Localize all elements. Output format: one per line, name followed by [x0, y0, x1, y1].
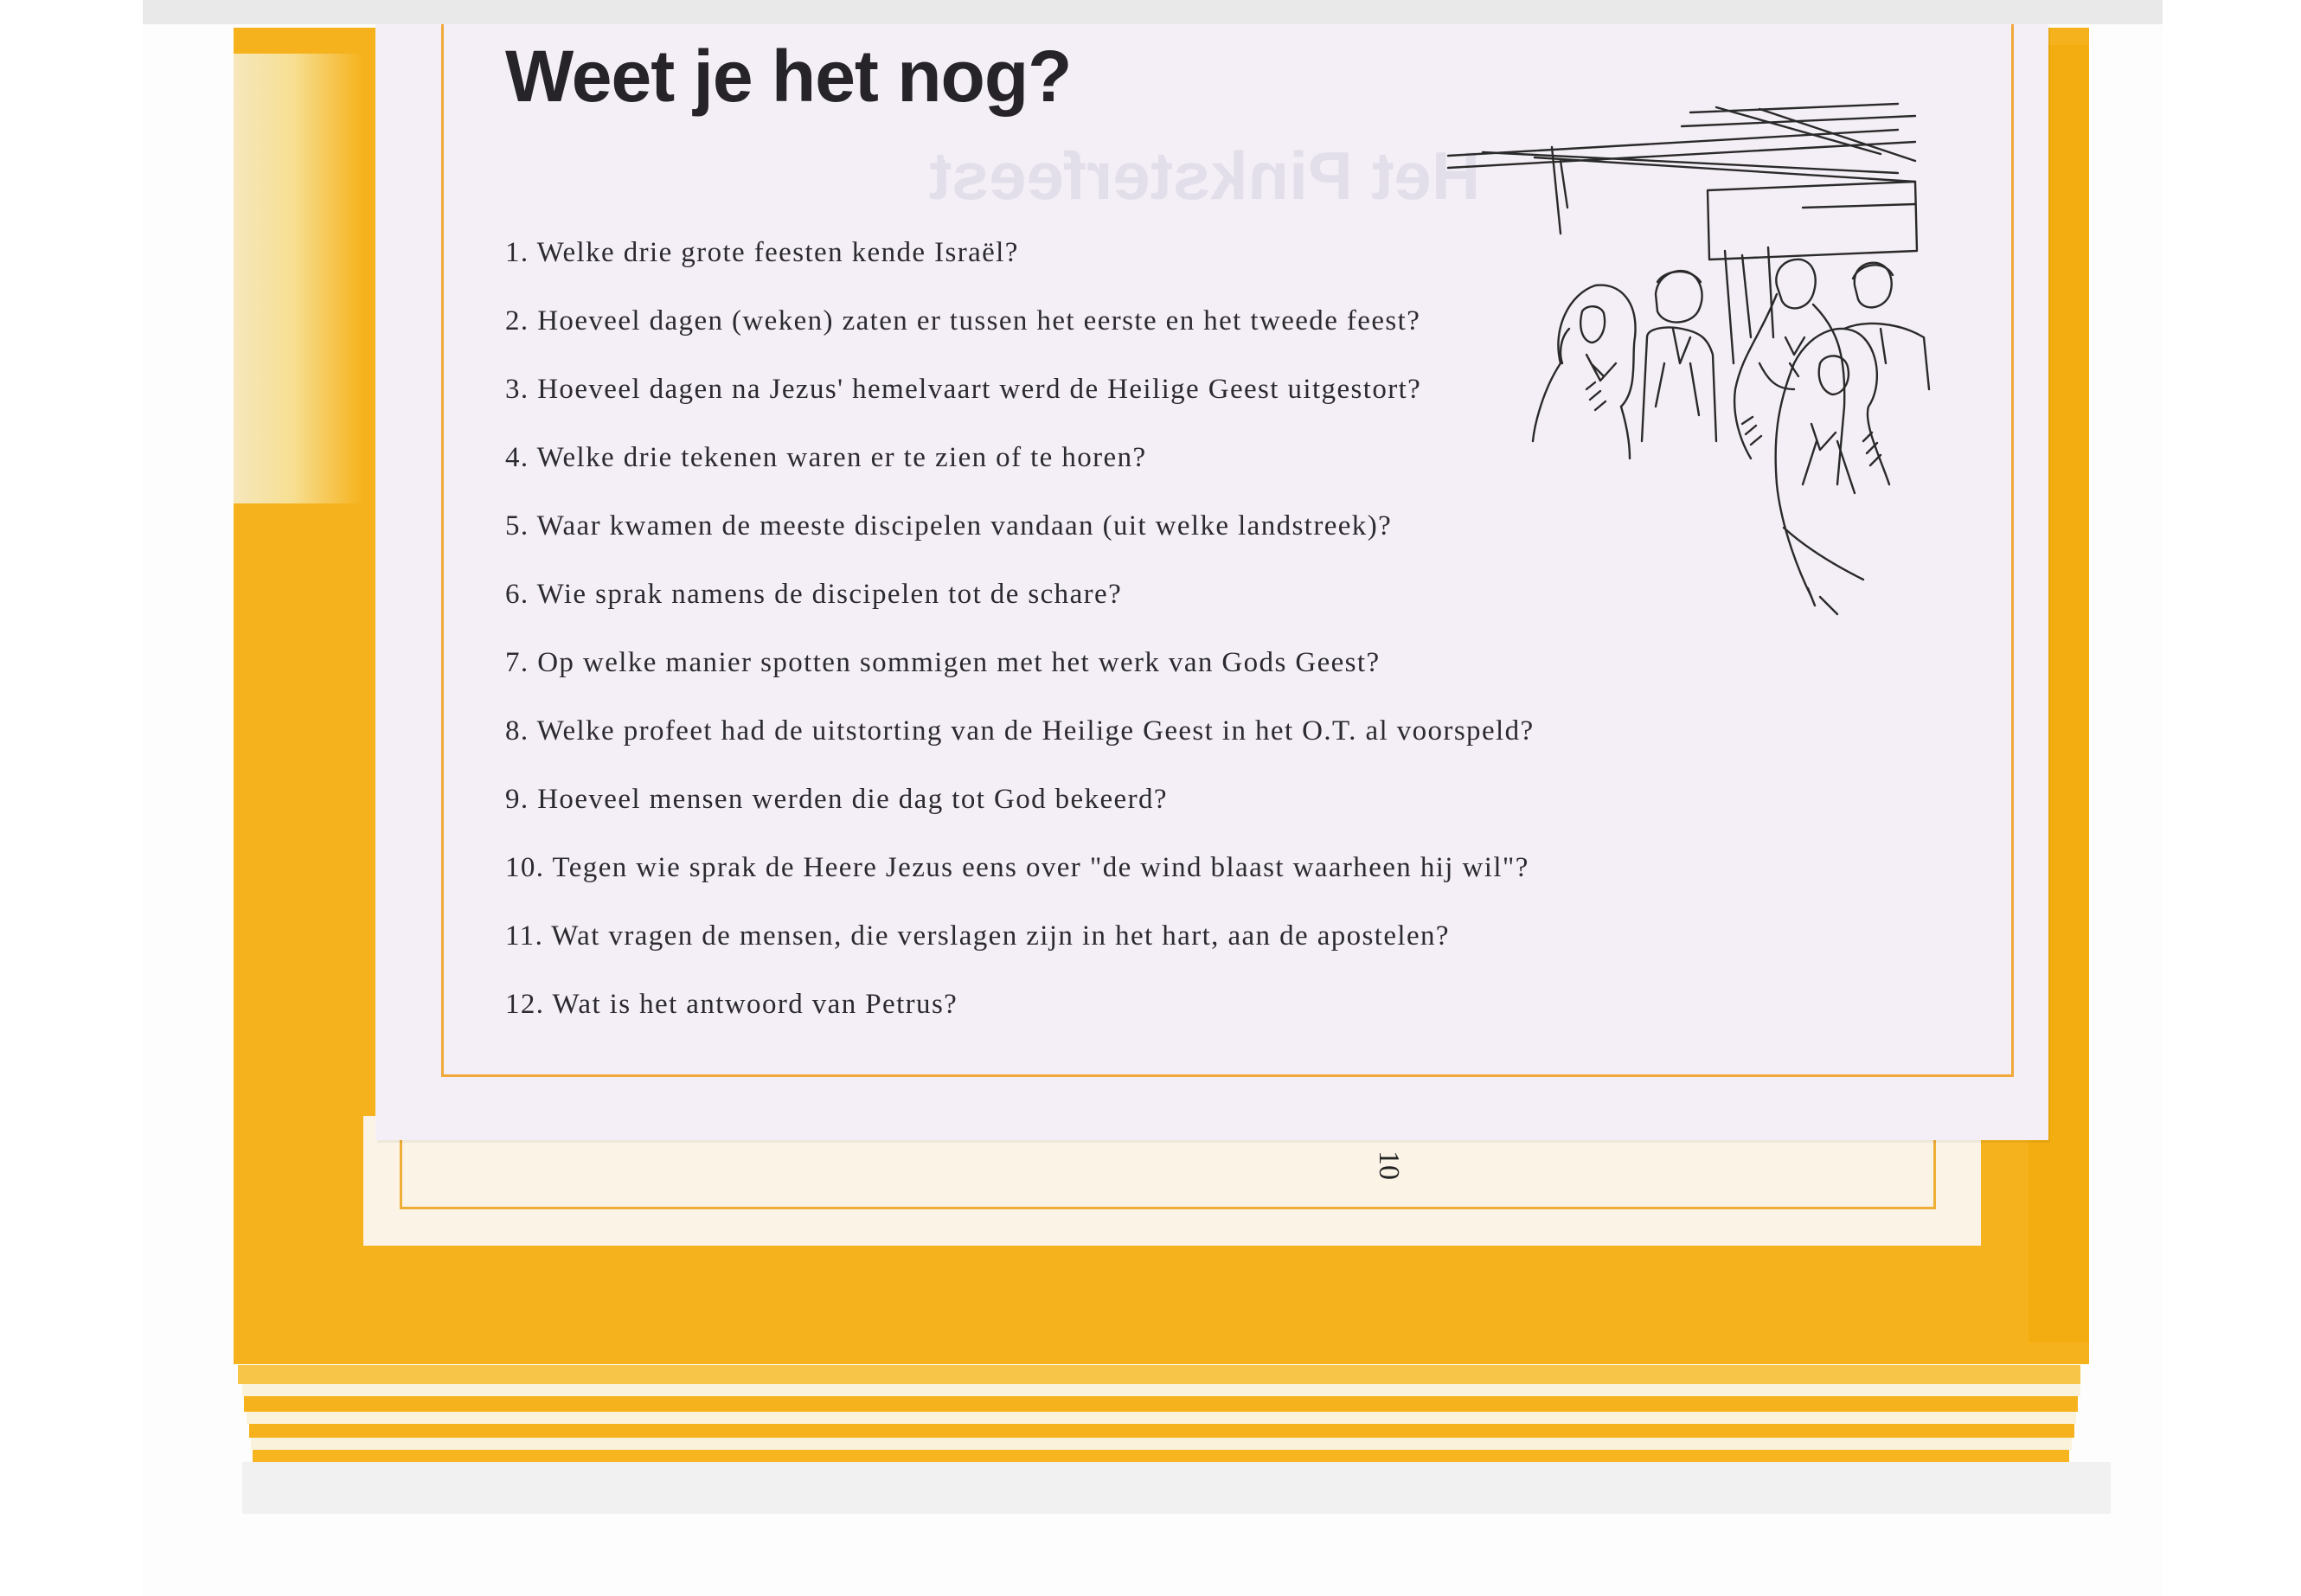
- underlying-page-number: 10: [1373, 1151, 1405, 1180]
- page-stack-shadow: [242, 1462, 2111, 1514]
- question-item: 2. Hoeveel dagen (weken) zaten er tussen het eerste en het tweede feest?: [505, 305, 1421, 337]
- question-item: 3. Hoeveel dagen na Jezus' hemelvaart werd de Heilige Geest uitgestort?: [505, 374, 1422, 405]
- question-item: 5. Waar kwamen de meeste discipelen vandaan (uit welke landstreek)?: [505, 510, 1393, 542]
- question-item: 6. Wie sprak namens de discipelen tot de schare?: [505, 579, 1123, 610]
- worksheet-page: [375, 24, 2048, 1140]
- page-stack-edge: [244, 1396, 2078, 1412]
- question-item: 8. Welke profeet had de uitstorting van de Heilige Geest in het O.T. al voorspeld?: [505, 715, 1535, 747]
- page-stack-edge: [238, 1365, 2080, 1384]
- page-stack-edge: [247, 1412, 2076, 1424]
- question-item: 10. Tegen wie sprak de Heere Jezus eens over "de wind blaast waarheen hij wil"?: [505, 852, 1529, 883]
- question-item: 11. Wat vragen de mensen, die verslagen zijn in het hart, aan de apostelen?: [505, 920, 1450, 952]
- show-through-title: Het Pinksterfeest: [929, 138, 1481, 214]
- praying-disciples-illustration: [1431, 78, 1967, 631]
- worn-cover-edge: [234, 54, 363, 503]
- scanner-top-edge: [143, 0, 2163, 24]
- page-stack-edge: [253, 1450, 2069, 1462]
- page-stack-edge: [242, 1384, 2080, 1396]
- question-item: 9. Hoeveel mensen werden die dag tot God bekeerd?: [505, 784, 1168, 815]
- page-stack-edge: [251, 1438, 2072, 1450]
- scanner-right-margin: [2163, 0, 2301, 1596]
- page-stack-edge: [249, 1424, 2074, 1438]
- question-item: 4. Welke drie tekenen waren er te zien of te horen?: [505, 442, 1147, 473]
- question-item: 1. Welke drie grote feesten kende Israël?: [505, 237, 1019, 268]
- page-title: Weet je het nog?: [505, 35, 1072, 117]
- scanner-left-margin: [0, 0, 143, 1596]
- question-item: 7. Op welke manier spotten sommigen met het werk van Gods Geest?: [505, 647, 1381, 678]
- question-item: 12. Wat is het antwoord van Petrus?: [505, 989, 958, 1020]
